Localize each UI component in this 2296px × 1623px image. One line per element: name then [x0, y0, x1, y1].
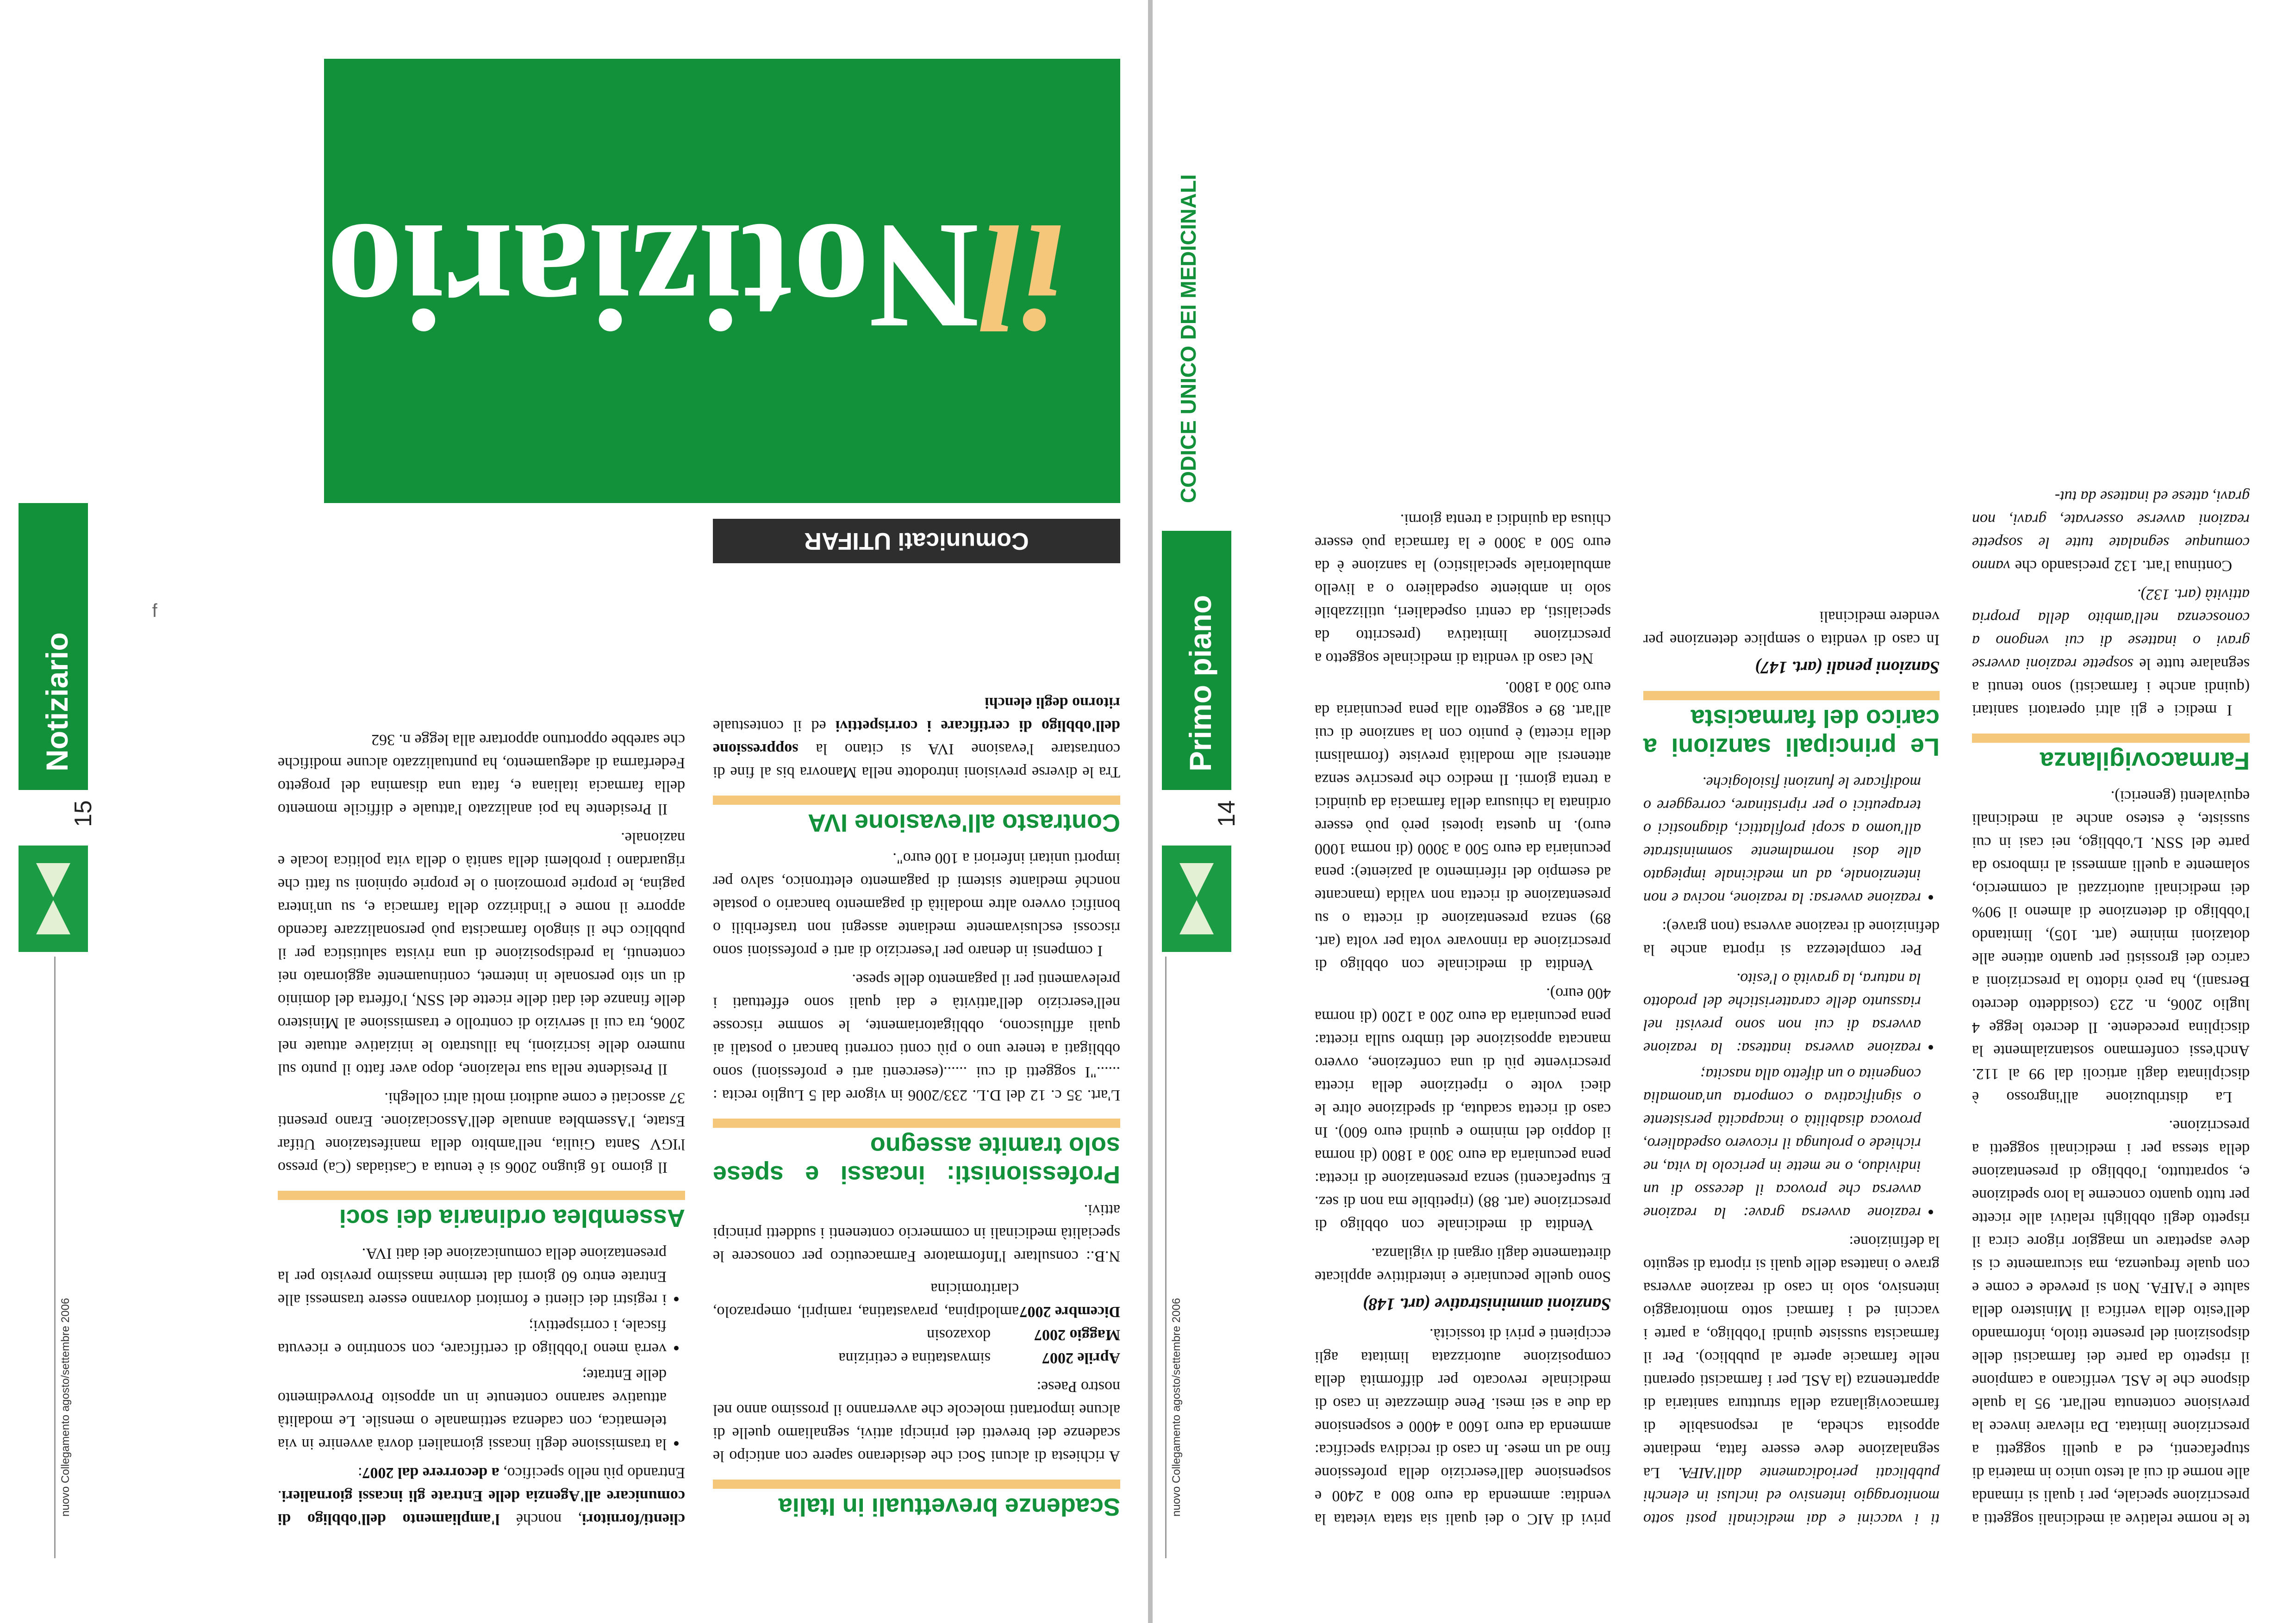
expiry-month: Maggio 2007	[1034, 1326, 1120, 1343]
definition-list	[1643, 771, 1940, 909]
paragraph: Vendita di medicinale con obbligo di prescrizione (art. 88) (ripetibile ma non di sez. E stupefacenti) senza presentazione di ricetta: pena pecuniaria da euro 300 a 1800 (di norma il doppio del minimo e quindi euro 600). In caso di ricetta scaduta, di spedizione oltre le dieci volte o ripetizione della ricetta prescrivente più di una confezione, ovvero mancata apposizione del timbro sulla ricetta: pena pecuniaria da euro 200 a 1200 (di norma 400 euro).	[1315, 985, 1611, 1233]
list-item: • verrà meno l'obbligo di certificare, con scontrino e ricevuta fiscale, i corrispettivi;	[278, 1314, 667, 1360]
right-column-1	[713, 685, 1120, 1530]
comunicati-utifar-bar: Comunicati UTIFAR	[713, 519, 1120, 563]
paragraph: A richiesta di alcuni Soci che desiderano sapere con anticipo le scadenze dei brevetti dei principi attivi, segnaliamo quelle di alcune importanti molecole che avverranno il prossimo anno nel nostro Paese:	[713, 1378, 1120, 1465]
paragraph: Per completezza si riporta anche la definizione di reazione avversa (non grave):	[1643, 918, 1940, 958]
expiry-month: Aprile 2007	[1042, 1349, 1120, 1367]
notiziario-banner	[324, 59, 1120, 503]
definition: la reazione, nociva e non intenzionale, ad un medicinale impiegato alle dosi normalmente somministrate all'uomo a scopi profilattici, diagnostici o terapeutici o per ripristinare, correggere o modificare le funzioni fisiologiche.	[1643, 774, 1921, 907]
term: reazione avversa grave:	[1743, 1204, 1921, 1221]
bold-text: a decorrere dal 2007	[362, 1464, 499, 1481]
list-item	[713, 1346, 1120, 1369]
banner-title	[326, 189, 1065, 364]
definition: la reazione avversa di cui non sono previsti nel riassunto delle caratteristiche del prodotto la natura, la gravità o l'esito.	[1643, 970, 1921, 1057]
paragraph: Sono quelle pecuniarie e interdittive applicate direttamente dagli organi di vigilanza.	[1315, 1245, 1611, 1285]
hourglass-logo	[19, 846, 88, 952]
drug-names: doxazosin	[927, 1326, 991, 1343]
running-header: nuovo Collegamento agosto/settembre 2006	[1170, 1298, 1183, 1517]
drug-names: amlodipina, pravastatina, ramipril, omeprazolo, claritromicina	[713, 1280, 1019, 1320]
section-band	[19, 503, 88, 790]
page-number: 15	[70, 800, 97, 827]
text: , nonché	[516, 1511, 582, 1528]
running-rule	[1165, 957, 1167, 1558]
list-item	[1643, 967, 1921, 1059]
list-item	[713, 1323, 1120, 1346]
left-column-1	[1972, 479, 2250, 1530]
center-fold	[1148, 0, 1153, 1623]
paragraph: I medici e gli altri operatori sanitari (quindi anche i farmacisti) sono tenuti a segnalare tutte le	[1972, 655, 2250, 719]
pen-mark: ɟ	[152, 603, 157, 623]
section-band	[1162, 531, 1231, 790]
bold-text: soppressione dell'obbligo di certificare i corrispettivi	[713, 717, 1120, 758]
term: reazione avversa inattesa:	[1736, 1039, 1921, 1057]
section-heading: Farmacovigilanza	[2040, 747, 2250, 775]
italic-text: sospette reazioni avverse gravi o inattese di cui vengono a conoscenza nell'ambito della propria attività (art. 132).	[1972, 586, 2250, 672]
subheading: Sanzioni amministrative (art. 148)	[1362, 1294, 1611, 1314]
running-header: nuovo Collegamento agosto/settembre 2006	[59, 1298, 72, 1517]
paragraph: privi di AIC o dei quali sia stata vietata la vendita: ammenda da euro 800 a 2400 e sospensione dall'esercizio della professione fino ad un mese. In caso di recidiva specifica: ammenda da euro 1600 a 4000 e sospensione da due a sei mesi. Pene dimezzate in caso di medicinale revocato per difformità della composizione autorizzata limitata agli eccipienti e privi di tossicità.	[1315, 1325, 1611, 1528]
heading-bar	[713, 1480, 1120, 1489]
heading-bar	[1972, 734, 2250, 743]
text: . Entrando più nello specifico,	[278, 1464, 685, 1505]
section-heading: Assemblea ordinaria dei soci	[339, 1204, 685, 1232]
paragraph: Tra le diverse previsioni introdotte nella Manovra bis al fine di contrastare l'evasione IVA si citano la	[713, 740, 1120, 781]
paragraph: Continua l'art. 132 precisando che	[2015, 557, 2232, 574]
paragraph: te le norme relative ai medicinali soggetti a prescrizione speciale, per i quali si rimanda alle norme di cui al testo unico in materia di stupefacenti, ed a quelli soggetti a prescrizione limitata. Da rilevare invece la previsione contenuta nell'art. 95 la quale dispone che le ASL verificano a campione il rispetto da parte dei farmacisti delle disposizioni del presente titolo, informando dell'esito della verifica il Ministero della salute e l'AIFA. Non si prevede e come e con quale frequenza, ma sicuramente ci si deve aspettare un maggior rigore circa il rispetto degli obblighi relativi alle ricette per tutto quanto concerne la loro spedizione e, soprattutto, l'obbligo di presentazione della stessa per i medicinali soggetti a prescrizione.	[1972, 1117, 2250, 1528]
running-rule	[54, 957, 56, 1558]
italic-text: ti i vaccini e dai medicinali posti sotto monitoraggio intensivo ed inclusi in elenchi pubblicati periodicamente dall'AIFA.	[1643, 1464, 1940, 1528]
text: :	[358, 1464, 362, 1481]
patent-expiry-list	[713, 1277, 1120, 1369]
paragraph: Il Presidente ha poi analizzato l'attuale e difficile momento della farmacia italiana e, fatta una disamina del progetto Federfarma di adeguamento, ha puntualizzato alcune modifiche che sarebbe opportuno apportare alla legge n. 362	[278, 731, 685, 818]
paragraph: Il giorno 16 giugno 2006 si è tenuta a Castiadas (Ca) presso l'IGV Santa Giulia, nell'ambito della manifestazione Utifar Estate, l'Assemblea annuale dell'Associazione. Erano presenti 37 associati e come auditori molti altri colleghi.	[278, 1089, 685, 1176]
paragraph: I compensi in denaro per l'esercizio di arti e professioni sono riscossi esclusivamente mediante assegni non trasferibili o bonifici ovvero altre modalità di pagamento bancario o postale nonché mediante sistemi di pagamento elettronico, salvo per importi unitari inferiori a 100 euro".	[713, 850, 1120, 959]
paragraph: Il Presidente nella sua relazione, dopo aver fatto il punto sul numero delle iscrizioni, ha illustrato le iniziative attuate nel 2006, tra cui il servizio di controllo e trasmissione al Ministero delle finanze dei dati delle ricette del SSN, l'offerta del dominio di un sito personale in internet, continuamente aggiornato nei contenuti, la predisposizione di una rivista salutistica per il pubblico che il singolo farmacista può personalizzare facendo apporre il nome e l'indirizzo della farmacia e, su un'intera pagina, le proprie promozioni o le proprie opinioni su fatti che riguardano i problemi della sanità o della vita politica locale e nazionale.	[278, 829, 685, 1078]
list-item	[713, 1277, 1120, 1323]
section-heading: Professionisti: incassi e spese solo tramite assegno	[713, 1132, 1120, 1188]
banner-word: Notiziario	[326, 192, 980, 361]
expiry-month: Dicembre 2007	[1019, 1303, 1120, 1320]
list-item: • la trasmissione degli incassi giornalieri dovrà avvenire in via telematica, con cadenza settimanale o mensile. Le modalità attuative saranno contenute in un apposito Provvedimento delle Entrate;	[278, 1363, 667, 1455]
bold-text: l'ampliamento dell'obbligo di comunicare all'Agenzia delle Entrate gli incassi giornalieri	[277, 1487, 685, 1528]
subsection-title: CODICE UNICO DEI MEDICINALI	[1176, 174, 1200, 503]
left-column-3	[1315, 502, 1611, 1530]
left-column-2	[1643, 599, 1940, 1530]
definition-list	[1643, 967, 1940, 1224]
definition: la reazione avversa che provoca il decesso di un individuo, o ne mette in pericolo la vita, ne richiede o prolunga il ricovero ospedaliero, provoca disabilità o incapacità persistente o significativa o comporta un'anomalia congenita o un difetto alla nascita;	[1643, 1065, 1921, 1221]
section-title: Notiziario	[40, 632, 74, 771]
page-14	[1153, 0, 2296, 1623]
paragraph: L'art. 35 c. 12 del D.L. 233/2006 in vigore dal 5 Luglio recita : ......"I soggetti di cui ......(esercenti arti e professioni) sono obbligati a tenere uno o più conti correnti bancari o postali ai quali affluiscono, obbligatoriamente, le somme riscosse nell'esercizio dell'attività e dai quali sono effettuati i prelevamenti per il pagamento delle spese.	[713, 971, 1120, 1104]
section-title: Primo piano	[1183, 595, 1217, 771]
bullet-list	[278, 1242, 685, 1455]
heading-bar	[1643, 691, 1940, 700]
right-column-2	[278, 722, 685, 1530]
paragraph: Vendita di medicinale con obbligo di prescrizione da rinnovare volta per volta (art. 89) senza presentazione di ricetta o su presentazione di ricetta non valida (mancante ad esempio del riferimento al paziente): pena pecuniaria da euro 500 a 3000 (di norma 1000 euro). In questa ipotesi però può essere ordinata la chiusura della farmacia da quindici a trenta giorni. Il medico che prescrive senza attenersi alle modalità previste (formalismi della ricetta) è punito con la sanzione di cui all'art. 89 e soggetto alla pena pecuniaria da euro 300 a 1800.	[1315, 678, 1611, 973]
italic-text: vanno comunque segnalate tutte le sospette reazioni avverse osservate, gravi, non gravi, attese ed inattese da tut-	[1972, 488, 2250, 574]
heading-bar	[713, 1119, 1120, 1128]
banner-il: il	[980, 192, 1065, 361]
bold-text: ritorno degli elenchi	[985, 694, 1120, 711]
paragraph: La segnalazione deve essere fatta, mediante apposita scheda, al responsabile di farmacovigilanza della struttura sanitaria di appartenenza (la ASL per i farmacisti operanti nelle farmacie aperte al pubblico). Per il farmacista sussiste quindi l'obbligo, a parte i vaccini ed i farmaci sotto monitoraggio intensivo, solo in caso di reazione avversa grave o inattesa delle quali si riporta di seguito la definizione:	[1643, 1233, 1940, 1481]
paragraph: Nel caso di vendita di medicinale soggetto a prescrizione limitativa (prescritto da specialisti, da centri ospedalieri, utilizzabile solo in ambiente ospedaliero o a livello ambulatoriale specialistico) la sanzione è da euro 500 a 3000 e la farmacia può essere chiusa da quindici a trenta giorni.	[1315, 511, 1611, 667]
note: N.B.: consultare l'Informatore Farmaceutico per conoscere le specialità medicinali in commercio contenenti i suddetti principi attivi.	[713, 1201, 1120, 1265]
section-heading: Contrasto all'evasione IVA	[807, 809, 1120, 837]
section-heading: Le principali sanzioni a carico del farmacista	[1643, 704, 1940, 761]
page-number: 14	[1213, 800, 1240, 827]
paragraph: In caso di vendita o semplice detenzione per vendere medicinali	[1643, 608, 1940, 648]
hourglass-logo	[1162, 846, 1231, 952]
heading-bar	[713, 796, 1120, 805]
list-item: • i registri dei clienti e fornitori dovranno essere trasmessi alle Entrate entro 60 giorni dal termine massimo previsto per la presentazione della comunicazione dei dati IVA.	[278, 1242, 667, 1311]
subheading: Sanzioni penali (art. 147)	[1754, 658, 1940, 677]
list-item	[1643, 771, 1921, 909]
drug-names: simvastatina e cetirizina	[838, 1349, 991, 1367]
section-heading: Scadenze brevettuali in Italia	[778, 1493, 1120, 1521]
list-item	[1643, 1062, 1921, 1224]
paragraph: La distribuzione all'ingrosso è disciplinata dagli articoli dal 99 al 112. Anch'essi confermano sostanzialmente la disciplina precedente. Il decreto legge 4 luglio 2006, n. 223 (cosiddetto decreto Bersani), ha però ridotto la prescrizioni a carico dei grossisti per quanto attiene alle dotazioni minime (art. 105), limitando l'obbligo di detenzione di almeno il 90% dei medicinali autorizzati al commercio, solamente a quelli ammessi al rimborso da parte del SSN. L'obbligo, nei casi in cui sussiste, è esteso anche ai medicinali equivalenti (generici).	[1972, 788, 2250, 1106]
term: reazione avversa:	[1809, 889, 1921, 907]
bold-text: clienti/fornitori	[582, 1511, 685, 1528]
text: ed il contestuale	[712, 717, 826, 734]
heading-bar	[278, 1191, 685, 1200]
